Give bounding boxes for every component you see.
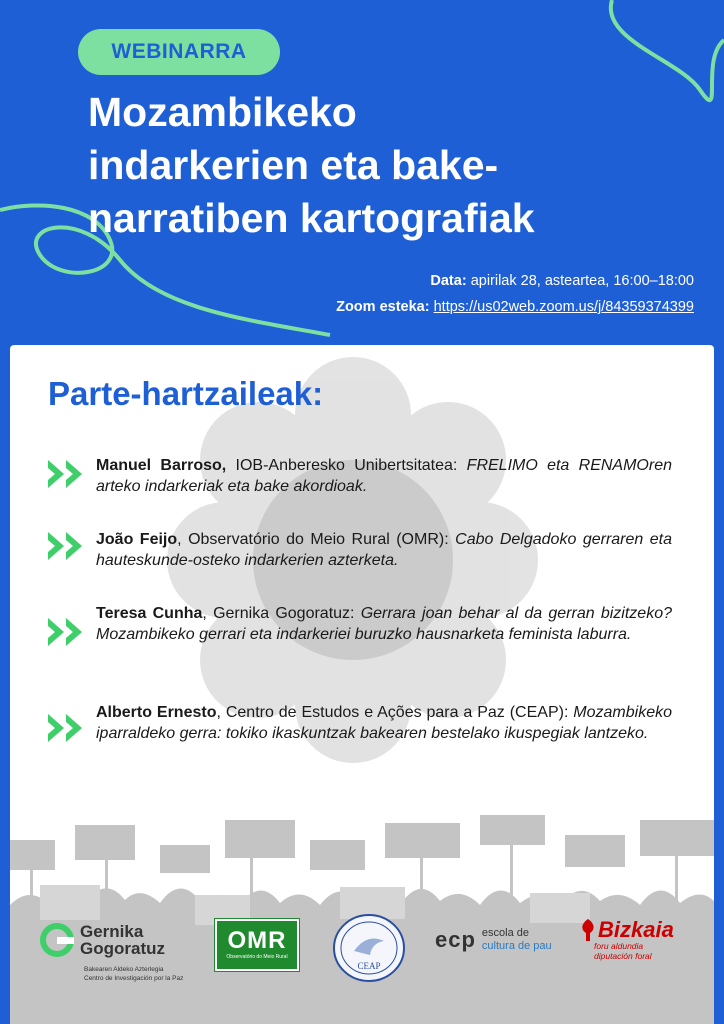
participant-name: Teresa Cunha xyxy=(96,605,203,622)
title-line-1: Mozambikeko xyxy=(88,89,357,135)
participant-item xyxy=(96,455,672,497)
chevron-arrow-icon xyxy=(46,530,90,562)
zoom-link[interactable]: https://us02web.zoom.us/j/84359374399 xyxy=(433,299,694,315)
ecp-line1: escola de xyxy=(481,927,530,939)
participant-item xyxy=(96,529,672,571)
ceap-logo xyxy=(332,913,406,988)
gernika-sub2: Centro de Investigación por la Paz xyxy=(84,975,184,982)
participant-topic: Gerrara joan behar al da gerran bizitzeko? Mozambikeko gerrari eta indarkeriei buruzko hausnarketa feminista laburra. xyxy=(96,605,672,643)
participant-name: Alberto Ernesto xyxy=(96,704,217,721)
partner-logos xyxy=(10,905,714,1024)
participant-topic: FRELIMO eta RENAMOren arteko indarkeriak eta bake akordioak. xyxy=(96,457,672,495)
ceap-text: CEAP xyxy=(357,961,381,971)
webinar-badge: WEBINARRA xyxy=(78,29,280,75)
date-line xyxy=(94,273,694,289)
omr-sub: Observatório do Meio Rural xyxy=(226,954,288,960)
gernika-icon xyxy=(40,923,74,957)
ecp-mark: ecp xyxy=(435,927,476,952)
participant-topic: Mozambikeko iparraldeko gerra: tokiko ikaskuntzak bakearen bestelako ikuspegiak lantzeko. xyxy=(96,704,672,742)
participants-heading: Parte-hartzaileak: xyxy=(48,375,324,412)
zoom-line xyxy=(94,299,694,315)
ecp-line2: cultura de pau xyxy=(481,940,552,952)
ecp-logo xyxy=(435,927,552,953)
participant-item xyxy=(96,702,672,744)
header-section xyxy=(0,0,724,345)
title-line-2: indarkerien eta bake- xyxy=(88,142,499,188)
participant-affiliation: , Gernika Gogoratuz: xyxy=(202,605,361,622)
omr-name: OMR xyxy=(227,927,287,954)
page-title xyxy=(88,86,708,245)
bizkaia-sub2: diputación foral xyxy=(594,951,652,961)
ceap-dove-emblem xyxy=(332,913,406,983)
participant-affiliation: , Centro de Estudos e Ações para a Paz (CEAP): xyxy=(216,704,574,721)
participants-panel xyxy=(10,345,714,1024)
bizkaia-sub1: foru aldundia xyxy=(594,941,644,951)
bizkaia-logo xyxy=(580,919,674,961)
chevron-arrow-icon xyxy=(46,458,90,490)
gernika-sub1: Bakearen Aldeko Azterlegia xyxy=(84,966,164,973)
participant-affiliation: IOB-Anberesko Unibertsitatea: xyxy=(226,457,467,474)
chevron-arrow-icon xyxy=(46,616,90,648)
participant-affiliation: , Observatório do Meio Rural (OMR): xyxy=(177,531,456,548)
title-line-3: narratiben kartografiak xyxy=(88,195,535,241)
bizkaia-tree-icon xyxy=(580,919,596,941)
gernika-gogoratuz-logo xyxy=(40,923,183,983)
participant-topic: Cabo Delgadoko gerraren eta hauteskunde-osteko indarkerien azterketa. xyxy=(96,531,673,569)
omr-logo xyxy=(215,919,299,971)
participant-name: Manuel Barroso, xyxy=(96,457,227,474)
participant-name: João Feijo xyxy=(96,531,178,548)
participant-item xyxy=(96,603,672,645)
gernika-line1: Gernika xyxy=(80,922,144,941)
bizkaia-name: Bizkaia xyxy=(598,917,674,942)
date-value: apirilak 28, asteartea, 16:00–18:00 xyxy=(470,273,694,289)
date-label: Data: xyxy=(430,273,467,289)
chevron-arrow-icon xyxy=(46,712,90,744)
gernika-line2: Gogoratuz xyxy=(80,939,165,958)
zoom-label: Zoom esteka: xyxy=(336,299,430,315)
